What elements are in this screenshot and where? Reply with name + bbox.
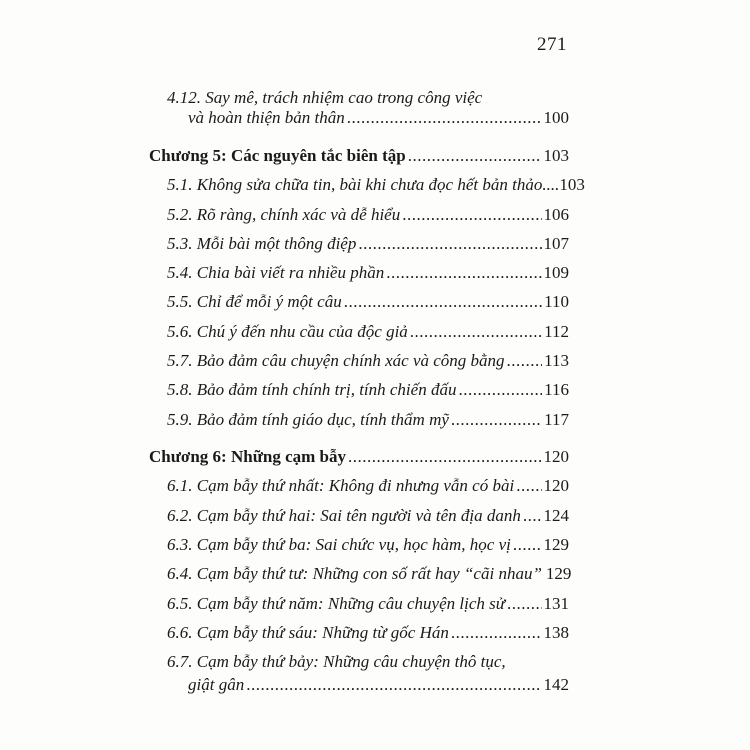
- toc-entry-5-3: [167, 234, 569, 254]
- dot-leader: [451, 410, 542, 430]
- toc-entry-title: 6.5. Cạm bẫy thứ năm: Những câu chuyện lịch sử: [167, 594, 506, 613]
- toc-entry-6-5: [167, 594, 569, 614]
- toc-entry-5-4: [167, 263, 569, 283]
- toc-entry-title: 6.1. Cạm bẫy thứ nhất: Không đi nhưng vẫn có bài: [167, 476, 515, 495]
- toc-page-ref: 100: [543, 108, 569, 127]
- dot-leader: [344, 292, 542, 312]
- dot-leader: [410, 322, 542, 342]
- dot-leader: [246, 675, 541, 695]
- toc-entry-6-2: [167, 506, 569, 526]
- toc-entry-4-12-continued: [188, 108, 569, 128]
- toc-entry-title: 6.2. Cạm bẫy thứ hai: Sai tên người và tên địa danh: [167, 506, 521, 525]
- dot-leader: [347, 108, 542, 128]
- dot-leader: [513, 535, 542, 555]
- toc-entry-5-2: [167, 205, 569, 225]
- toc-entry-title: 5.6. Chú ý đến nhu cầu của độc giả: [167, 322, 408, 341]
- toc-chapter-title: Chương 6: Những cạm bẫy: [149, 447, 347, 466]
- toc-entry-6-7: [167, 652, 506, 672]
- toc-entry-6-6: [167, 623, 569, 643]
- dot-leader: [507, 351, 543, 371]
- toc-entry-title: và hoàn thiện bản thân: [188, 108, 345, 127]
- toc-page-ref: 142: [543, 675, 569, 694]
- toc-page-ref: 129: [543, 535, 569, 554]
- toc-page-ref: 106: [543, 205, 569, 224]
- toc-entry-title: 6.6. Cạm bẫy thứ sáu: Những từ gốc Hán: [167, 623, 449, 642]
- dot-leader: [458, 380, 542, 400]
- toc-entry-5-7: [167, 351, 569, 371]
- toc-entry-6-4: [167, 564, 572, 584]
- toc-entry-4-12: [167, 88, 482, 108]
- toc-page-ref: 116: [544, 380, 569, 399]
- dot-leader: [451, 623, 542, 643]
- toc-entry-title: 5.2. Rõ ràng, chính xác và dễ hiểu: [167, 205, 401, 224]
- toc-page-ref: 113: [544, 351, 569, 370]
- toc-page-ref: 112: [544, 322, 569, 341]
- toc-entry-5-1: [167, 175, 585, 195]
- toc-chapter-5: [149, 146, 569, 166]
- toc-page-ref: 103: [559, 175, 585, 194]
- toc-entry-6-3: [167, 535, 569, 555]
- toc-entry-title: 6.4. Cạm bẫy thứ tư: Những con số rất hay “cãi nhau”: [167, 564, 542, 583]
- toc-page-ref: 124: [543, 506, 569, 525]
- toc-entry-5-5: [167, 292, 569, 312]
- toc-entry-title: 5.8. Bảo đảm tính chính trị, tính chiến đấu: [167, 380, 457, 399]
- toc-page-ref: 110: [544, 292, 569, 311]
- toc-page-ref: 131: [543, 594, 569, 613]
- toc-entry-title: 4.12. Say mê, trách nhiệm cao trong công việc: [167, 88, 483, 107]
- toc-page-ref: 107: [543, 234, 569, 253]
- toc-entry-title: giật gân: [188, 675, 245, 694]
- toc-entry-title: 5.1. Không sửa chữa tin, bài khi chưa đọc hết bản thảo....: [167, 175, 560, 194]
- toc-entry-title: 5.9. Bảo đảm tính giáo dục, tính thẩm mỹ: [167, 410, 449, 429]
- toc-entry-title: 5.4. Chia bài viết ra nhiều phần: [167, 263, 385, 282]
- toc-page-ref: 138: [543, 623, 569, 642]
- toc-page-ref: 109: [543, 263, 569, 282]
- toc-entry-title: 5.7. Bảo đảm câu chuyện chính xác và công bằng: [167, 351, 505, 370]
- dot-leader: [516, 476, 541, 496]
- dot-leader: [507, 594, 541, 614]
- toc-entry-title: 5.5. Chỉ để mỗi ý một câu: [167, 292, 342, 311]
- toc-entry-5-8: [167, 380, 569, 400]
- toc-entry-title: 6.7. Cạm bẫy thứ bảy: Những câu chuyện thô tục,: [167, 652, 506, 671]
- toc-chapter-title: Chương 5: Các nguyên tắc biên tập: [149, 146, 406, 165]
- toc-entry-5-6: [167, 322, 569, 342]
- toc-page-ref: 129: [545, 564, 572, 583]
- toc-page-ref: 103: [543, 146, 569, 165]
- toc-entry-6-7-continued: [188, 675, 569, 695]
- dot-leader: [523, 506, 542, 526]
- dot-leader: [358, 234, 541, 254]
- toc-chapter-6: [149, 447, 569, 467]
- toc-page-ref: 117: [544, 410, 569, 429]
- dot-leader: [408, 146, 542, 166]
- toc-entry-title: 6.3. Cạm bẫy thứ ba: Sai chức vụ, học hàm, học vị: [167, 535, 511, 554]
- dot-leader: [348, 447, 541, 467]
- dot-leader: [402, 205, 541, 225]
- dot-leader: [386, 263, 541, 283]
- toc-page-ref: 120: [543, 447, 569, 466]
- page-number: 271: [537, 34, 567, 55]
- toc-entry-6-1: [167, 476, 569, 496]
- toc-entry-5-9: [167, 410, 569, 430]
- toc-page-ref: 120: [543, 476, 569, 495]
- toc-entry-title: 5.3. Mỗi bài một thông điệp: [167, 234, 357, 253]
